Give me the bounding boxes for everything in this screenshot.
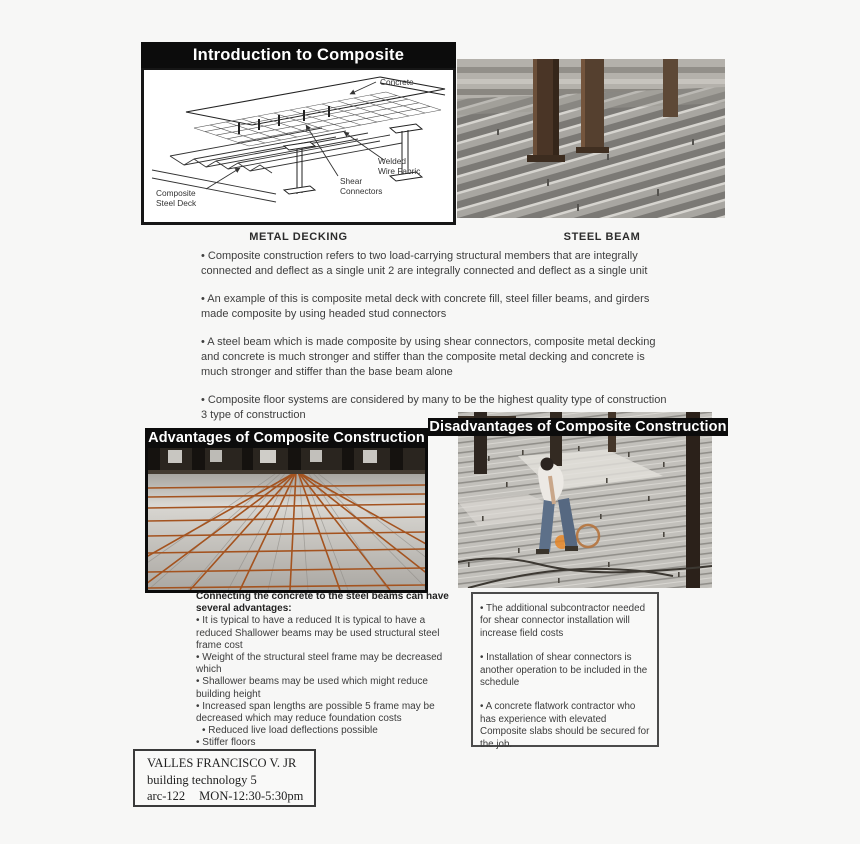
intro-bullets	[201, 249, 673, 436]
bullet-paragraph: • A steel beam which is made composite by using shear connectors, composite metal decking and concrete is much stronger and stiffer than the composite metal decking and concrete is much stronger and stiffer than the base beam alone	[201, 336, 656, 378]
label-connectors: Connectors	[340, 186, 383, 196]
course-name: building technology 5	[147, 772, 257, 787]
label-shear: Shear	[340, 176, 363, 186]
advantages-title-banner: Advantages of Composite Construction	[148, 430, 425, 446]
label-wire-fabric: Wire Fabric	[378, 166, 421, 176]
advantages-photo	[148, 448, 425, 590]
composite-construction-diagram	[141, 68, 456, 225]
student-info-box	[133, 749, 316, 807]
disadvantage-item: • A concrete flatwork contractor who has experience with elevated Composite slabs should be secured for the job.	[480, 701, 650, 750]
disadvantage-item: • The additional subcontractor needed for shear connector installation will increase field costs	[480, 603, 646, 639]
label-concrete: Concrete	[380, 77, 414, 87]
caption-metal-decking: METAL DECKING	[249, 231, 348, 243]
schedule-time: MON-12:30-5:30pm	[199, 789, 304, 803]
advantages-section	[145, 428, 428, 593]
leader-lines	[206, 82, 384, 189]
steel-beam-photo	[457, 59, 725, 218]
label-steel-deck: Steel Deck	[156, 198, 197, 208]
disadvantages-title-banner: Disadvantages of Composite Construction	[429, 419, 727, 435]
background-structure	[148, 448, 425, 474]
advantage-item: • Weight of the structural steel frame may be decreased which	[196, 652, 443, 676]
advantage-item: • Reduced live load deflections possible	[202, 725, 378, 737]
schedule-line	[147, 788, 314, 805]
intro-section	[141, 42, 456, 225]
course-code: arc-122	[147, 789, 186, 803]
advantages-text	[196, 591, 464, 750]
bullet-paragraph: • Composite floor systems are considered by many to be the highest quality type of construction 3 type of construction	[201, 394, 667, 421]
student-name: VALLES FRANCISCO V. JR	[147, 756, 297, 770]
disadvantages-text-box	[471, 592, 659, 750]
disadvantages-photo	[458, 412, 712, 588]
advantage-item: • Stiffer floors	[196, 737, 256, 749]
advantage-item: • Increased span lengths are possible 5 frame may be decreased which may reduce foundation costs	[196, 700, 435, 725]
bullet-paragraph: • Composite construction refers to two load-carrying structural members that are integrally connected and deflect as a single unit 2 are integrally connected and deflect as a single unit	[201, 250, 648, 277]
label-welded: Welded	[378, 156, 406, 166]
wire-mesh	[194, 92, 441, 146]
intro-title-banner: Introduction to Composite Construction	[141, 42, 456, 68]
label-composite: Composite	[156, 188, 196, 198]
caption-steel-beam: STEEL BEAM	[563, 231, 641, 243]
advantage-item: • Shallower beams may be used which might reduce building height	[196, 676, 428, 700]
advantages-heading: Connecting the concrete to the steel beams can have several advantages:	[196, 591, 449, 615]
advantage-item: • It is typical to have a reduced It is typical to have a reduced Shallower beams may be used structural steel frame cost	[196, 615, 440, 651]
bullet-paragraph: • An example of this is composite metal deck with concrete fill, steel filler beams, and girders made composite by using headed stud connectors	[201, 293, 650, 320]
disadvantage-item: • Installation of shear connectors is another operation to be included in the schedule	[480, 652, 648, 689]
